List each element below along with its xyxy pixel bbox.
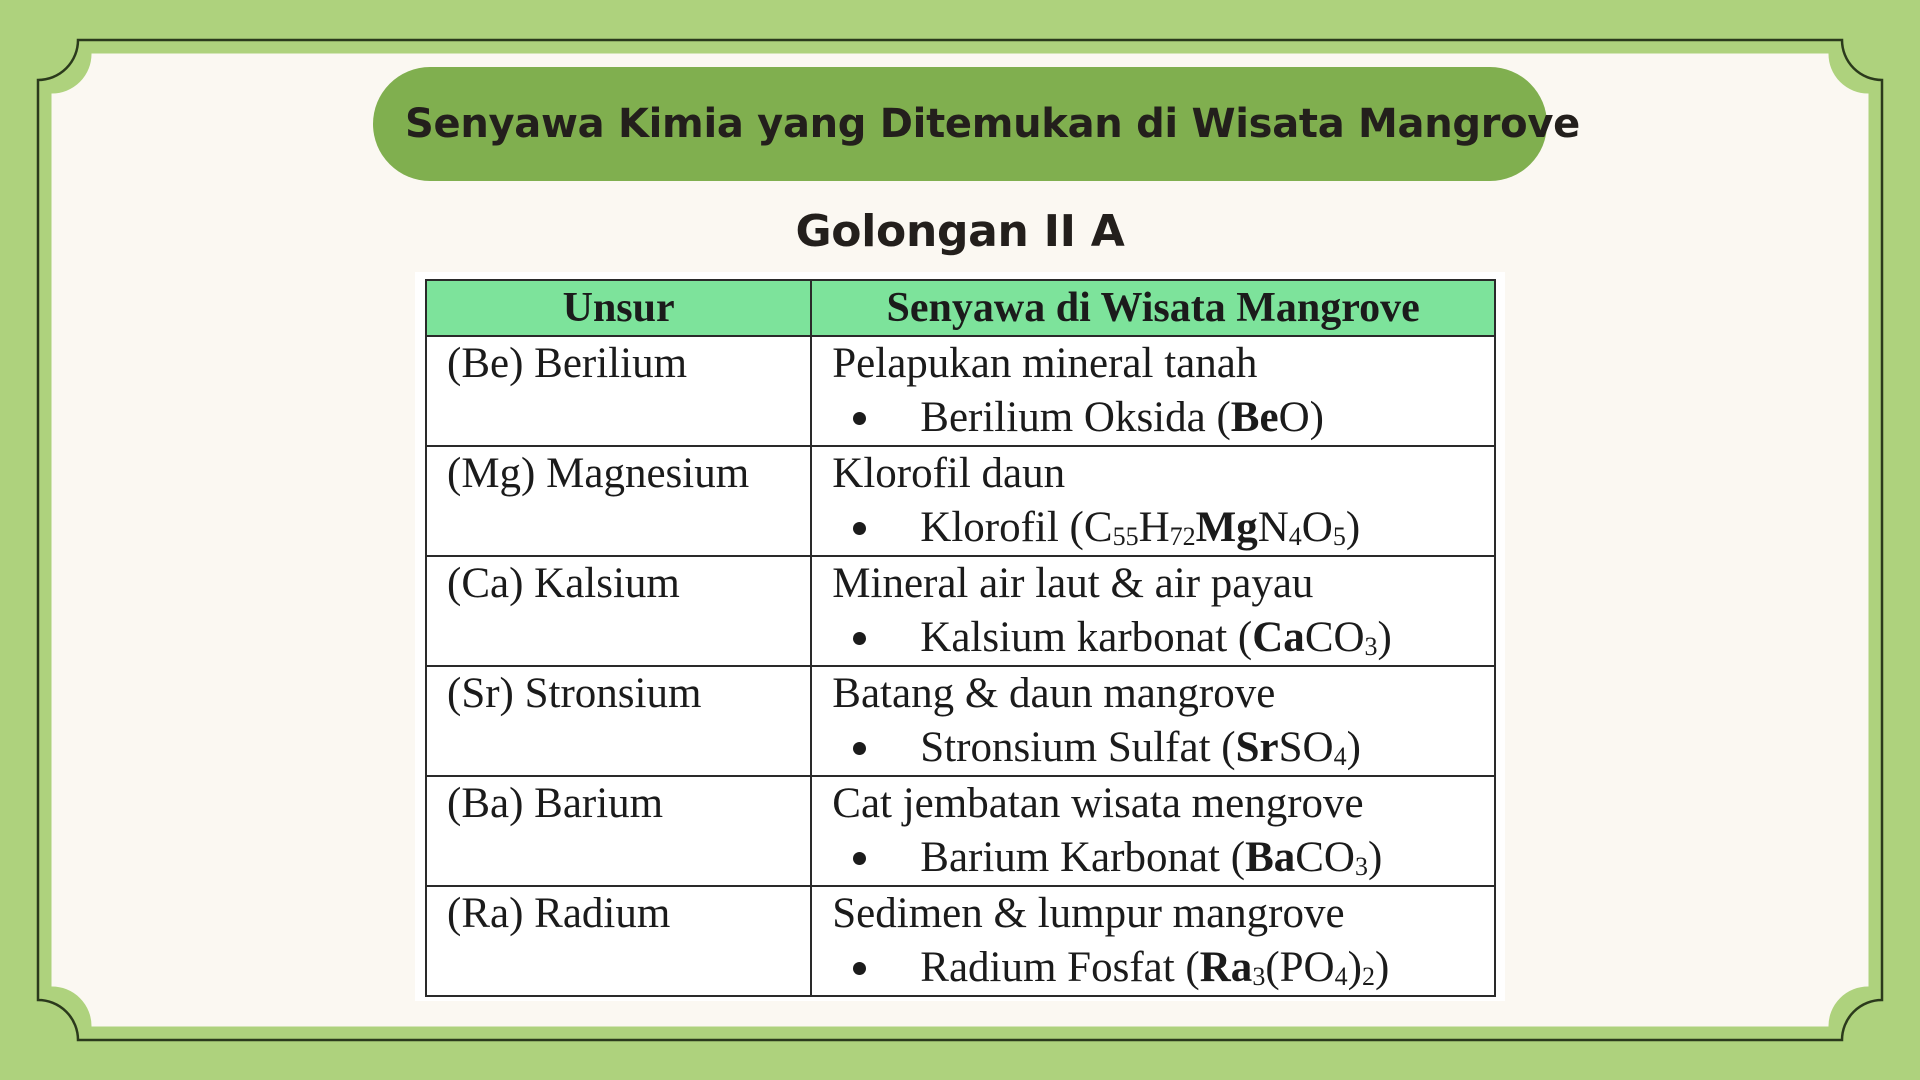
element-cell: (Ca) Kalsium — [426, 556, 811, 666]
section-subtitle: Golongan II A — [795, 206, 1125, 257]
source-text: Klorofil daun — [832, 450, 1066, 497]
formula-part: CO — [1295, 834, 1355, 881]
compound-item — [812, 831, 1494, 885]
compound-table — [425, 279, 1496, 997]
formula-element-bold: Ra — [1199, 944, 1253, 991]
formula-element-bold: Ca — [1252, 614, 1305, 661]
compound-cell — [811, 776, 1495, 886]
source-text: Cat jembatan wisata mengrove — [832, 780, 1364, 827]
formula-element-bold: Ba — [1245, 834, 1296, 881]
compound-item — [812, 721, 1494, 775]
chemical-formula — [1236, 724, 1347, 771]
compound-cell — [811, 666, 1495, 776]
formula-part: SO — [1278, 724, 1334, 771]
compound-cell — [811, 336, 1495, 446]
element-cell: (Be) Berilium — [426, 336, 811, 446]
formula-subscript: 55 — [1112, 522, 1139, 551]
formula-part: H — [1138, 504, 1170, 551]
bullet-icon — [853, 522, 866, 535]
formula-element-bold: Sr — [1235, 724, 1279, 771]
table-row — [426, 446, 1495, 556]
formula-subscript: 3 — [1252, 962, 1266, 991]
table-body — [426, 336, 1495, 996]
chemical-formula — [1245, 834, 1368, 881]
closing-paren: ) — [1374, 944, 1390, 991]
chemical-formula — [1231, 394, 1310, 441]
bullet-icon — [853, 742, 866, 755]
element-cell: (Ba) Barium — [426, 776, 811, 886]
formula-element-bold: Be — [1230, 394, 1279, 441]
chemical-formula — [1252, 614, 1377, 661]
formula-part: CO — [1304, 614, 1365, 661]
source-text: Batang & daun mangrove — [832, 670, 1276, 717]
page-title: Senyawa Kimia yang Ditemukan di Wisata Mangrove — [405, 101, 1580, 147]
header-senyawa: Senyawa di Wisata Mangrove — [811, 280, 1495, 336]
source-text: Mineral air laut & air payau — [832, 560, 1314, 607]
element-cell: (Mg) Magnesium — [426, 446, 811, 556]
bullet-icon — [853, 632, 866, 645]
table-container — [415, 272, 1505, 1001]
table-row — [426, 666, 1495, 776]
formula-part: ) — [1347, 944, 1362, 991]
element-cell: (Ra) Radium — [426, 886, 811, 996]
chemical-formula — [1084, 504, 1346, 551]
compound-cell — [811, 446, 1495, 556]
closing-paren: ) — [1309, 394, 1324, 441]
table-row — [426, 776, 1495, 886]
compound-name: Berilium Oksida ( — [920, 394, 1231, 441]
formula-part: C — [1083, 504, 1113, 551]
formula-part: N — [1257, 504, 1289, 551]
header-unsur: Unsur — [426, 280, 811, 336]
formula-subscript: 2 — [1361, 962, 1375, 991]
source-text: Sedimen & lumpur mangrove — [832, 890, 1345, 937]
formula-element-bold: Mg — [1195, 504, 1258, 551]
formula-subscript: 3 — [1364, 632, 1378, 661]
compound-name: Stronsium Sulfat ( — [920, 724, 1236, 771]
source-text: Pelapukan mineral tanah — [832, 340, 1258, 387]
closing-paren: ) — [1377, 614, 1392, 661]
table-row — [426, 336, 1495, 446]
table-row — [426, 886, 1495, 996]
table-row — [426, 556, 1495, 666]
closing-paren: ) — [1367, 834, 1383, 881]
chemical-formula — [1200, 944, 1375, 991]
compound-name: Radium Fosfat ( — [920, 944, 1200, 991]
bullet-icon — [853, 962, 866, 975]
formula-part: O — [1278, 394, 1310, 441]
table-header-row — [426, 280, 1495, 336]
element-cell: (Sr) Stronsium — [426, 666, 811, 776]
compound-name: Klorofil ( — [920, 504, 1084, 551]
compound-item — [812, 501, 1494, 555]
compound-name: Barium Karbonat ( — [920, 834, 1246, 881]
compound-item — [812, 391, 1494, 445]
bullet-icon — [853, 412, 866, 425]
compound-item — [812, 941, 1494, 995]
compound-cell — [811, 886, 1495, 996]
compound-name: Kalsium karbonat ( — [920, 614, 1253, 661]
bullet-icon — [853, 852, 866, 865]
formula-subscript: 5 — [1332, 522, 1346, 551]
compound-cell — [811, 556, 1495, 666]
closing-paren: ) — [1346, 724, 1361, 771]
formula-subscript: 4 — [1288, 522, 1302, 551]
formula-part: O — [1301, 504, 1333, 551]
formula-subscript: 72 — [1169, 522, 1196, 551]
title-banner — [373, 67, 1580, 181]
formula-subscript: 4 — [1334, 962, 1348, 991]
formula-subscript: 3 — [1354, 852, 1368, 881]
compound-item — [812, 611, 1494, 665]
closing-paren: ) — [1345, 504, 1361, 551]
formula-part: (PO — [1265, 944, 1335, 991]
formula-subscript: 4 — [1333, 742, 1347, 771]
